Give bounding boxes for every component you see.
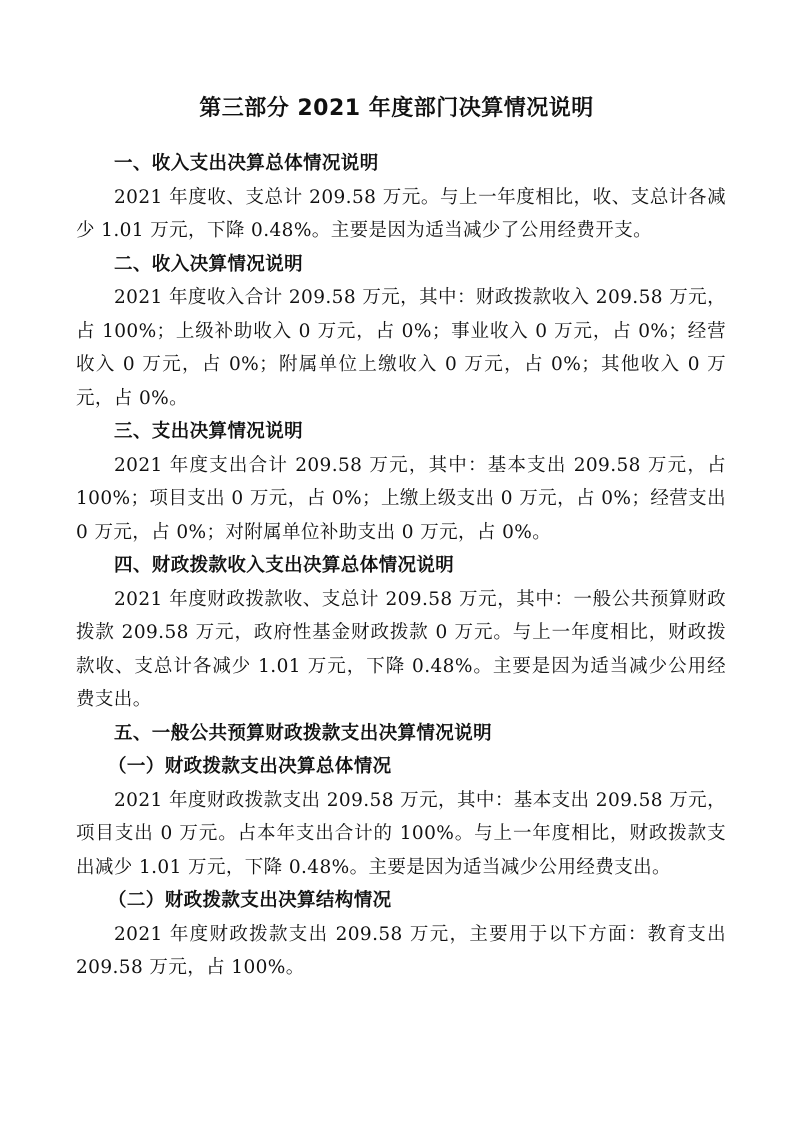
section-2-paragraph: 2021 年度收入合计 209.58 万元，其中：财政拨款收入 209.58 万元，占 100%；上级补助收入 0 万元，占 0%；事业收入 0 万元，占 0%；经营收入 0 万元，占 0%；附属单位上缴收入 0 万元，占 0%；其他收入 0 万元，占 0%。: [76, 287, 726, 409]
subsection-5-2-paragraph: 2021 年度财政拨款支出 209.58 万元，主要用于以下方面：教育支出 209.58 万元，占 100%。: [76, 923, 726, 978]
subsection-5-1-heading: （一）财政拨款支出决算总体情况: [108, 756, 392, 777]
section-4-paragraph: 2021 年度财政拨款收、支总计 209.58 万元，其中：一般公共预算财政拨款 209.58 万元，政府性基金财政拨款 0 万元。与上一年度相比，财政拨款收、支总计各减少 1.01 万元，下降 0.48%。主要是因为适当减少公用经费支出。: [76, 588, 726, 710]
section-3-heading: 三、支出决算情况说明: [114, 421, 304, 442]
subsection-5-1-paragraph: 2021 年度财政拨款支出 209.58 万元，其中：基本支出 209.58 万元，项目支出 0 万元。占本年支出合计的 100%。与上一年度相比，财政拨款支出减少 1.01 万元，下降 0.48%。主要是因为适当减少公用经费支出。: [76, 789, 726, 878]
section-2-heading: 二、收入决算情况说明: [114, 253, 304, 275]
section-3-paragraph: 2021 年度支出合计 209.58 万元，其中：基本支出 209.58 万元，占 100%；项目支出 0 万元，占 0%；上缴上级支出 0 万元，占 0%；经营支出 0 万元，占 0%；对附属单位补助支出 0 万元，占 0%。: [76, 454, 726, 543]
section-1-heading: 一、收入支出决算总体情况说明: [114, 153, 379, 174]
document-title: 第三部分 2021 年度部门决算情况说明: [199, 96, 594, 121]
section-5-heading: 五、一般公共预算财政拨款支出决算情况说明: [114, 722, 493, 744]
subsection-5-2-heading: （二）财政拨款支出决算结构情况: [108, 890, 392, 911]
document-body: [76, 147, 726, 985]
section-4-heading: 四、财政拨款收入支出决算总体情况说明: [114, 555, 455, 576]
section-1-paragraph: 2021 年度收、支总计 209.58 万元。与上一年度相比，收、支总计各减少 1.01 万元，下降 0.48%。主要是因为适当减少了公用经费开支。: [76, 186, 726, 241]
